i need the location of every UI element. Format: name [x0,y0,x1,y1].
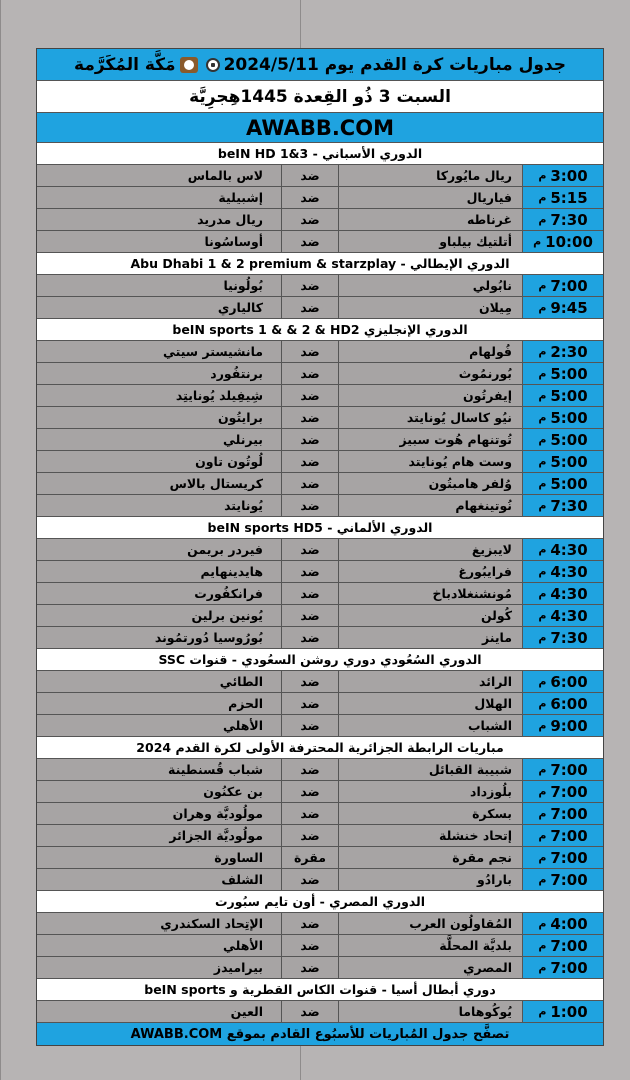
away-team: الساورة [214,850,263,865]
versus-label: ضد [281,913,338,934]
match-time [522,429,603,450]
pm-label: م [538,697,547,710]
pm-label: م [538,763,547,776]
versus-label: ضد [281,869,338,890]
pm-label: م [538,367,547,380]
versus-label: ضد [281,495,338,516]
match-row [37,847,603,869]
league-header [37,319,603,341]
match-row [37,473,603,495]
match-time [522,209,603,230]
match-time [522,297,603,318]
away-team: مولُوديَّة وهران [172,806,263,821]
match-time-value: 2:30 [550,342,588,361]
away-team: كالياري [217,300,263,315]
match-time-value: 5:00 [550,474,588,493]
versus-label: ضد [281,715,338,736]
match-time [522,495,603,516]
home-team: نُوتينغهام [338,495,522,516]
away-team: مولُوديَّة الجزائر [169,828,263,843]
match-time-value: 7:00 [550,826,588,845]
match-time-value: 4:30 [550,584,588,603]
pm-label: م [538,587,547,600]
match-time-value: 6:00 [550,672,588,691]
home-team: ريال مايُوركا [338,165,522,186]
pm-label: م [538,939,547,952]
schedule-table [36,48,604,1046]
match-time-value: 7:30 [550,496,588,515]
match-time [522,451,603,472]
away-team: الإتِحاد السكندري [160,916,263,931]
league-title: الدوري السُعُودي دوري روشن السعُودي - قنوات SSC [158,652,482,667]
home-team: نجم مقرة [338,847,522,868]
match-time [522,715,603,736]
away-team: الأهلي [222,938,263,953]
pm-label: م [538,433,547,446]
versus-label: ضد [281,385,338,406]
match-time [522,693,603,714]
match-time-value: 5:00 [550,430,588,449]
home-team: مِيلان [338,297,522,318]
away-team: أوساسُونا [204,234,263,249]
match-time [522,957,603,978]
home-team: فرايبُورغ [338,561,522,582]
league-title: الدوري المصري - أون تايم سبُورت [214,894,426,909]
home-team: بلديَّة المحلَّة [338,935,522,956]
match-time [522,605,603,626]
home-team: بسكرة [338,803,522,824]
home-team: تُوتنهام هُوت سبيز [338,429,522,450]
home-team: نابُولي [338,275,522,296]
league-header [37,649,603,671]
versus-label: ضد [281,627,338,648]
match-row [37,693,603,715]
home-team: شبيبة القبائل [338,759,522,780]
versus-label: ضد [281,297,338,318]
league-header [37,979,603,1001]
versus-label: ضد [281,341,338,362]
schedule-city: مَكَّة المُكَرَّمة [74,54,176,75]
match-row [37,363,603,385]
match-time-value: 7:00 [550,936,588,955]
versus-label: ضد [281,209,338,230]
match-time-value: 6:00 [550,694,588,713]
mantel-clock-icon [180,57,198,73]
pm-label: م [538,851,547,864]
match-row [37,605,603,627]
versus-label: ضد [281,451,338,472]
versus-label: ضد [281,363,338,384]
versus-label: ضد [281,407,338,428]
match-row [37,583,603,605]
match-row [37,561,603,583]
pm-label: م [538,455,547,468]
league-title: مباريات الرابطة الجزائرية المحترفة الأولى لكرة القدم 2024 [136,740,504,755]
home-team: أتلتيك بيلباو [338,231,522,252]
match-time [522,627,603,648]
away-team: إشبيلية [218,190,263,205]
away-team: فرانكفُورت [194,586,263,601]
away-team: بن عكنُون [203,784,263,799]
away-team: فيردر بريمن [187,542,263,557]
match-time [522,275,603,296]
match-row [37,231,603,253]
away-team: بُولُونيا [223,278,263,293]
match-time [522,671,603,692]
match-row [37,913,603,935]
pm-label: م [538,917,547,930]
home-team: غرناطه [338,209,522,230]
away-team: مانشيستر سيتي [162,344,263,359]
match-row [37,825,603,847]
match-row [37,781,603,803]
versus-label: ضد [281,803,338,824]
match-time-value: 5:00 [550,386,588,405]
match-time [522,913,603,934]
match-time [522,165,603,186]
match-row [37,1001,603,1023]
match-row [37,341,603,363]
versus-label: ضد [281,825,338,846]
home-team: وُلفر هامبتُون [338,473,522,494]
match-time-value: 4:30 [550,562,588,581]
pm-label: م [538,499,547,512]
pm-label: م [538,807,547,820]
home-team: بُورنمُوث [338,363,522,384]
match-time [522,363,603,384]
away-team: العين [230,1004,263,1019]
away-team: يُونايتد [224,498,263,513]
league-header [37,253,603,275]
home-team: كُولن [338,605,522,626]
home-team: بارادُو [338,869,522,890]
match-time [522,847,603,868]
pm-label: م [533,235,542,248]
away-team: بيرنلي [222,432,263,447]
match-time-value: 7:30 [550,210,588,229]
away-team: بيراميدز [213,960,263,975]
away-team: الحزم [228,696,263,711]
pm-label: م [538,543,547,556]
match-time [522,869,603,890]
versus-label: ضد [281,693,338,714]
match-time-value: 5:00 [550,408,588,427]
home-team: فُولهام [338,341,522,362]
away-team: ريال مدريد [197,212,263,227]
match-time-value: 7:00 [550,804,588,823]
league-title: دوري أبطال أسيا - قنوات الكاس القطرية و beIN sports [144,982,496,997]
match-time-value: 7:00 [550,276,588,295]
home-team: الهلال [338,693,522,714]
match-time-value: 10:00 [545,232,593,251]
match-time-value: 5:00 [550,364,588,383]
match-time [522,473,603,494]
match-time [522,231,603,252]
pm-label: م [538,719,547,732]
match-time-value: 4:30 [550,606,588,625]
pm-label: م [538,477,547,490]
versus-label: ضد [281,473,338,494]
league-header [37,517,603,539]
match-row [37,627,603,649]
match-row [37,297,603,319]
pm-label: م [538,829,547,842]
versus-label: ضد [281,165,338,186]
match-time-value: 4:30 [550,540,588,559]
match-time-value: 9:00 [550,716,588,735]
versus-label: مقرة [281,847,338,868]
match-time-value: 3:00 [550,166,588,185]
versus-label: ضد [281,231,338,252]
match-time [522,539,603,560]
match-row [37,715,603,737]
versus-label: ضد [281,539,338,560]
match-row [37,759,603,781]
away-team: الأهلي [222,718,263,733]
pm-label: م [538,961,547,974]
away-team: هايدينهايم [200,564,263,579]
match-row [37,803,603,825]
match-time [522,385,603,406]
pm-label: م [538,191,547,204]
pm-label: م [538,675,547,688]
away-team: شِيفِيلد يُونايتِد [175,388,263,403]
match-time [522,935,603,956]
match-time [522,1001,603,1022]
away-team: لاس بالماس [187,168,263,183]
match-time-value: 9:45 [550,298,588,317]
league-title: الدوري الإنجليزي beIN sports 1 & & 2 & HD2 [172,322,468,337]
pm-label: م [538,873,547,886]
match-time-value: 5:15 [550,188,588,207]
home-team: بلُوزداد [338,781,522,802]
pm-label: م [538,169,547,182]
versus-label: ضد [281,561,338,582]
versus-label: ضد [281,935,338,956]
schedule-title-bar [37,49,603,81]
pm-label: م [538,301,547,314]
match-time [522,341,603,362]
versus-label: ضد [281,187,338,208]
match-row [37,671,603,693]
away-team: برنتفُورد [210,366,263,381]
match-time [522,583,603,604]
schedule-title: جدول مباريات كرة القدم يوم 2024/5/11 [223,54,566,75]
away-team: الشلف [221,872,263,887]
match-time-value: 7:00 [550,958,588,977]
versus-label: ضد [281,583,338,604]
away-team: شباب قُسنطينة [168,762,263,777]
hijri-date: السبت 3 ذُو القِعدة 1445هِجرِيَّة [189,86,451,107]
match-row [37,539,603,561]
home-team: مُونشنغلادباخ [338,583,522,604]
pm-label: م [538,785,547,798]
versus-label: ضد [281,781,338,802]
versus-label: ضد [281,605,338,626]
league-sections [37,143,603,1023]
away-team: يُونين برلين [191,608,263,623]
match-time-value: 7:30 [550,628,588,647]
site-banner[interactable] [37,113,603,143]
home-team: يُوكُوهاما [338,1001,522,1022]
match-row [37,429,603,451]
pm-label: م [538,565,547,578]
home-team: إتحاد خنشلة [338,825,522,846]
match-time [522,825,603,846]
league-title: الدوري الإيطالي - Abu Dhabi 1 & 2 premium & starzplay [130,256,510,271]
footer-text[interactable]: تصفَّح جدول المُباريات للأسبُوع القادم بموقع AWABB.COM [130,1026,510,1042]
background-edge-line [0,0,1,1080]
match-row [37,495,603,517]
match-row [37,209,603,231]
pm-label: م [538,279,547,292]
home-team: المصري [338,957,522,978]
versus-label: ضد [281,1001,338,1022]
home-team: ماينز [338,627,522,648]
match-time-value: 7:00 [550,760,588,779]
home-team: وست هام يُونايتد [338,451,522,472]
match-row [37,869,603,891]
league-title: الدوري الألماني - beIN sports HD5 [207,520,433,535]
away-team: لُوتُون تاون [195,454,263,469]
away-team: بُورُوسيا دُورتمُوند [154,630,263,645]
match-row [37,451,603,473]
match-row [37,935,603,957]
match-row [37,275,603,297]
versus-label: ضد [281,759,338,780]
away-team: كريستال بالاس [169,476,263,491]
match-row [37,385,603,407]
home-team: لايبزيغ [338,539,522,560]
home-team: المُقاولُون العرب [338,913,522,934]
match-time [522,803,603,824]
match-time [522,187,603,208]
match-time [522,407,603,428]
versus-label: ضد [281,957,338,978]
league-header [37,143,603,165]
pm-label: م [538,213,547,226]
versus-label: ضد [281,671,338,692]
pm-label: م [538,631,547,644]
pm-label: م [538,411,547,424]
match-time-value: 4:00 [550,914,588,933]
away-team: الطائي [219,674,263,689]
home-team: الشباب [338,715,522,736]
match-time [522,561,603,582]
home-team: فياريال [338,187,522,208]
match-time [522,781,603,802]
footer-bar[interactable] [37,1023,603,1045]
match-time-value: 1:00 [550,1002,588,1021]
site-name[interactable]: AWABB.COM [246,115,394,140]
hijri-date-row [37,81,603,113]
match-time-value: 7:00 [550,782,588,801]
league-header [37,737,603,759]
soccer-ball-icon [206,58,220,72]
home-team: نيُو كاسال يُونايتد [338,407,522,428]
match-row [37,187,603,209]
match-time-value: 5:00 [550,452,588,471]
pm-label: م [538,1005,547,1018]
pm-label: م [538,345,547,358]
league-title: الدوري الأسباني - beIN HD 1&3 [217,146,423,161]
match-row [37,165,603,187]
match-row [37,407,603,429]
match-time-value: 7:00 [550,848,588,867]
versus-label: ضد [281,429,338,450]
home-team: إيفرتُون [338,385,522,406]
pm-label: م [538,389,547,402]
match-time-value: 7:00 [550,870,588,889]
match-row [37,957,603,979]
away-team: برايتُون [217,410,263,425]
home-team: الرائد [338,671,522,692]
pm-label: م [538,609,547,622]
league-header [37,891,603,913]
match-time [522,759,603,780]
versus-label: ضد [281,275,338,296]
